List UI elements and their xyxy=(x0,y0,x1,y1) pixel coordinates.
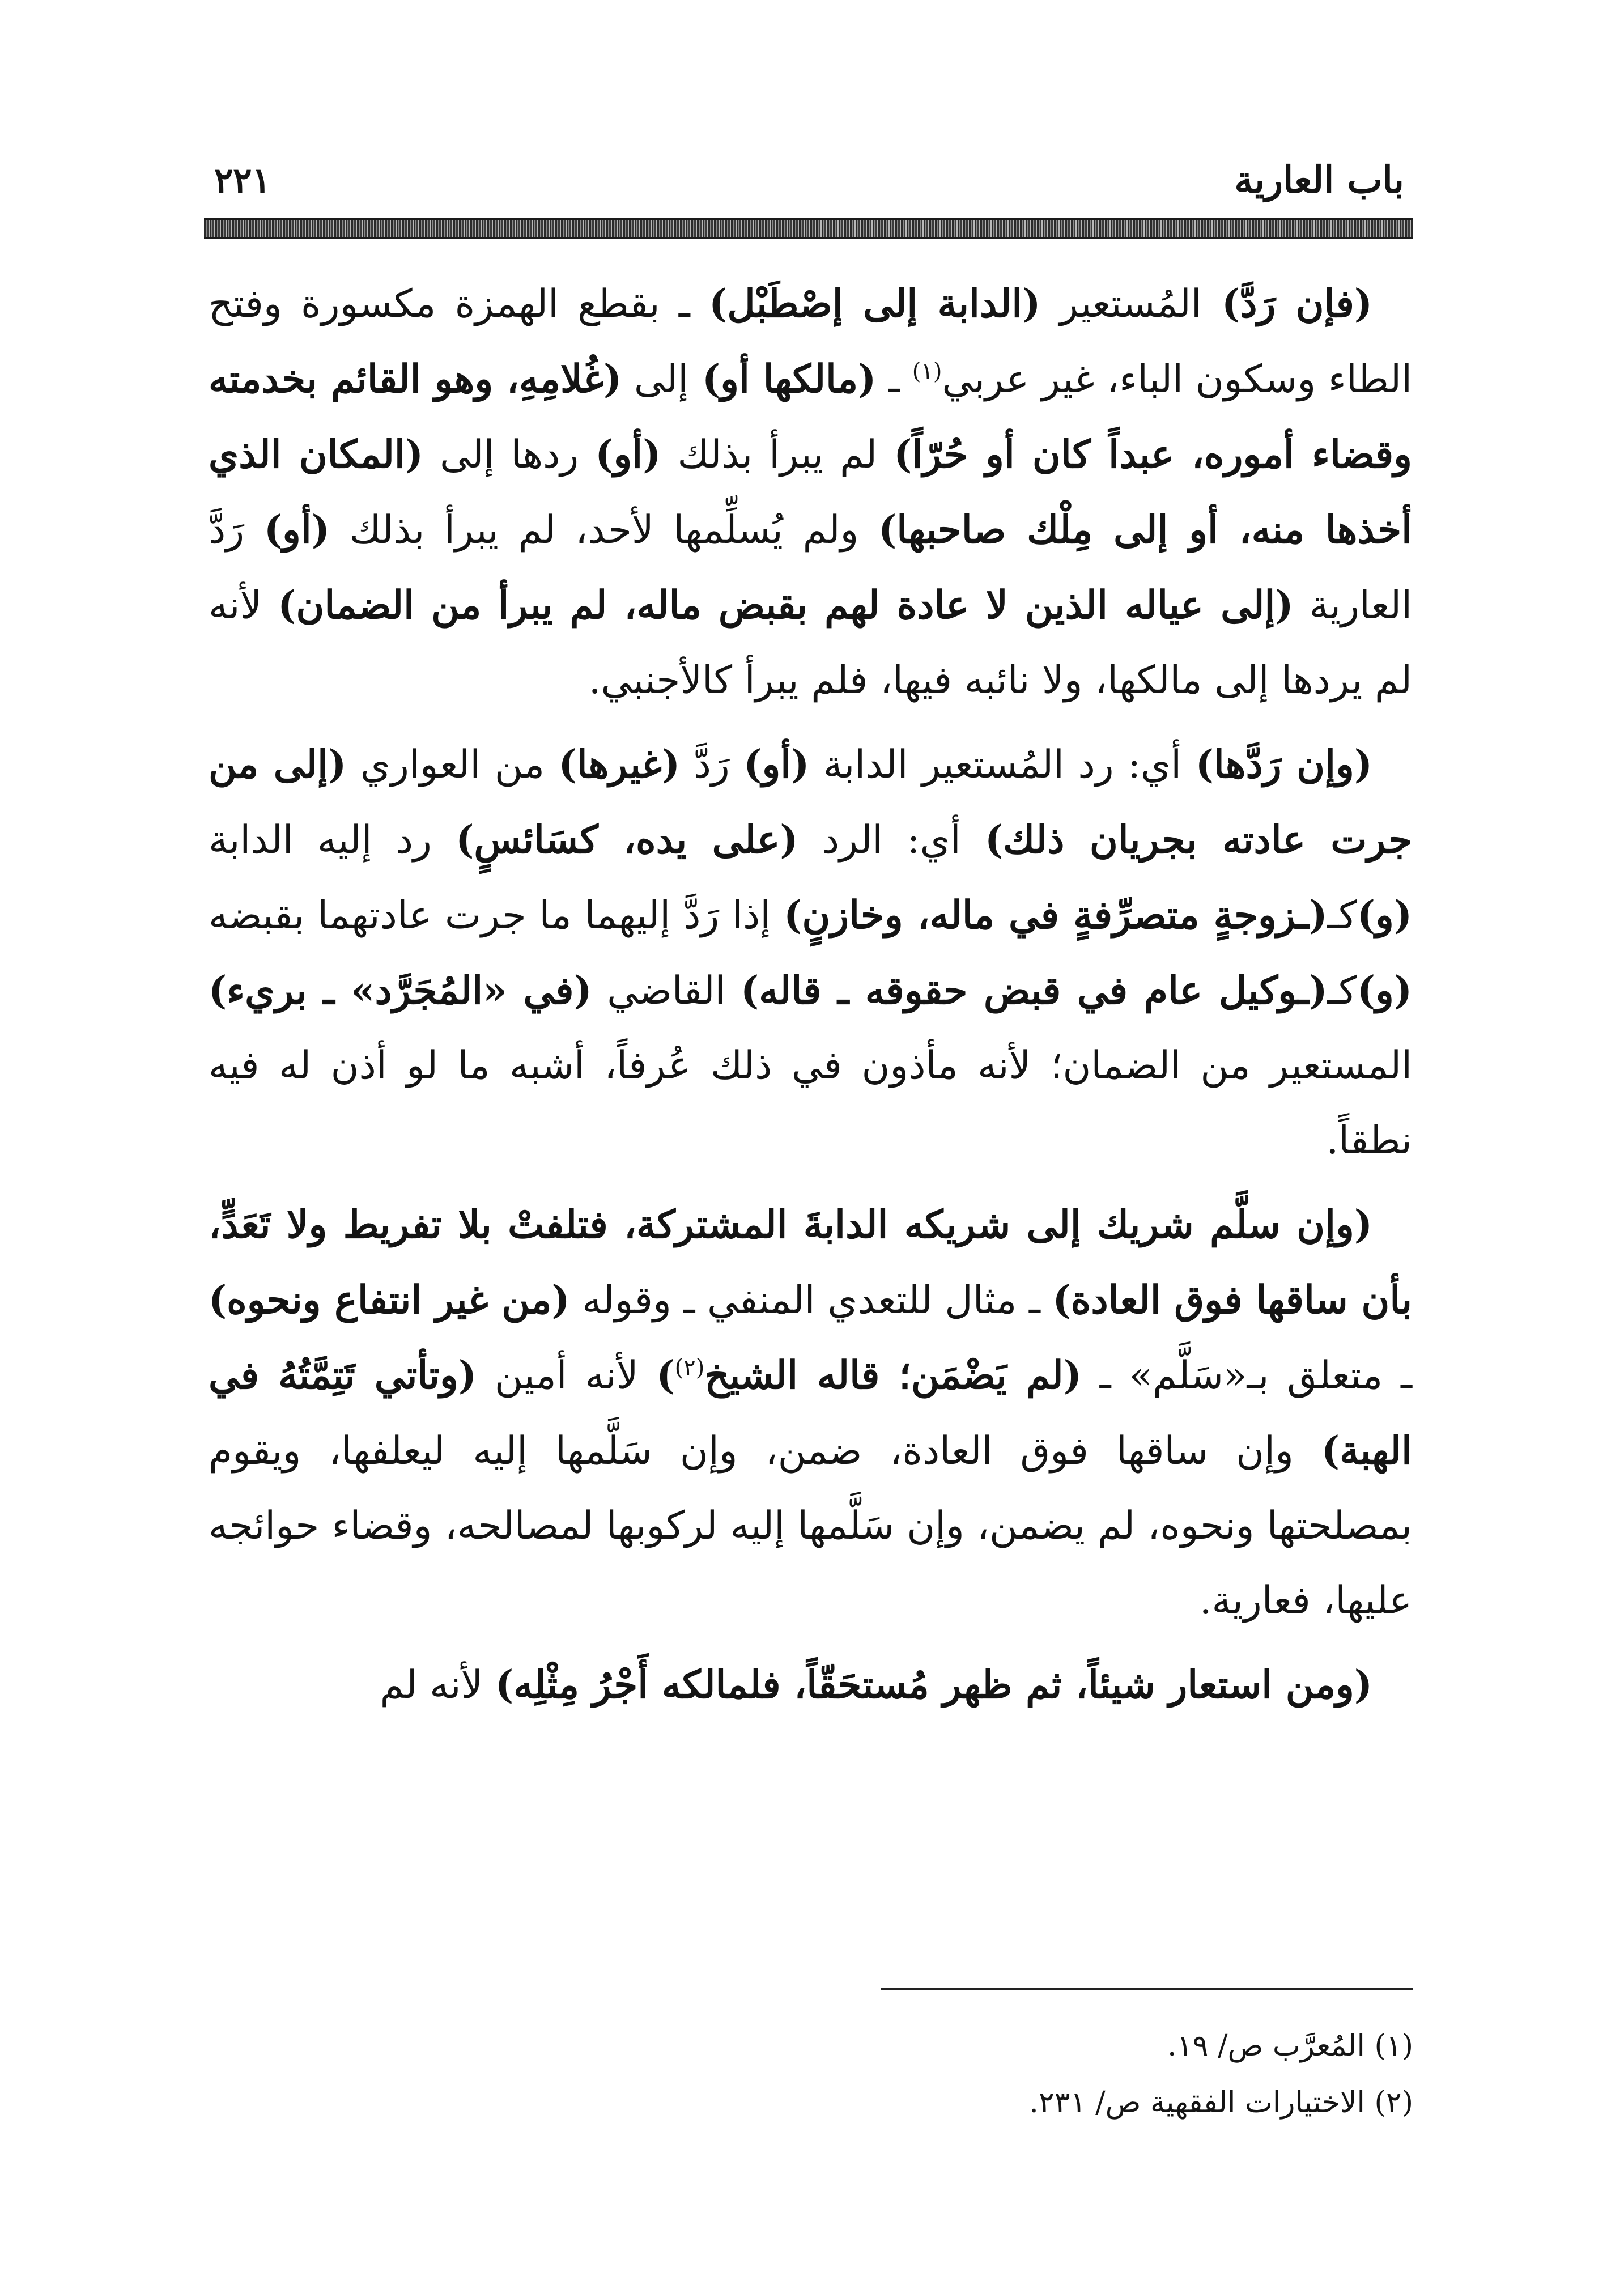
footnote-rule xyxy=(881,1988,1413,1990)
bold-text: ) xyxy=(656,1353,675,1398)
bold-text: (إلى عياله الذين لا عادة لهم بقبض ماله، لم يبرأ من الضمان) xyxy=(278,583,1294,628)
bold-text: (من غير انتفاع ونحوه) xyxy=(209,1277,570,1323)
text-run: من العواري xyxy=(346,742,559,787)
footnote-2: (٢) الاختيارات الفقهية ص/ ٢٣١. xyxy=(1029,2086,1413,2120)
footnotes xyxy=(210,2018,1413,2131)
bold-text: (أو) xyxy=(743,742,810,787)
text-run: ولم يُسلِّمها لأحد، لم يبرأ بذلك xyxy=(329,508,879,553)
bold-text: (لم يَضْمَن؛ قاله الشيخ xyxy=(704,1353,1082,1398)
text-run: ردها إلى xyxy=(423,432,596,477)
bold-text: (المكان الذي أخذها منه، أو إلى مِلْك صاحبها) xyxy=(209,432,1412,553)
text-run: القاضي xyxy=(592,969,741,1013)
bold-text: (في «المُجَرَّد» ـ بريء) xyxy=(209,968,592,1013)
bold-text: (غُلامِهِ، وهو القائم بخدمته وقضاء أموره، عبداً كان أو حُرّاً) xyxy=(209,356,1412,477)
paragraph xyxy=(209,727,1412,1178)
text-run: المُستعير xyxy=(1040,282,1202,326)
text-run: المستعير من الضمان؛ لأنه مأذون في ذلك عُرفاً، أشبه ما لو أذن له فيه نطقاً. xyxy=(209,1043,1412,1163)
text-run: لأنه أمين xyxy=(477,1353,657,1398)
footnote-marker: (١) xyxy=(912,358,942,385)
text-run: لم يبرأ بذلك xyxy=(661,432,894,477)
running-title: باب العارية xyxy=(1234,158,1404,202)
text-run: رَدَّ xyxy=(680,742,744,787)
text-run: لأنه لم xyxy=(380,1663,495,1708)
bold-text: (أو) xyxy=(263,507,330,553)
header-rule xyxy=(204,218,1413,239)
text-run: أي: رد المُستعير الدابة xyxy=(809,742,1196,787)
bold-text: (الدابة إلى إصْطَبْل) xyxy=(709,281,1041,326)
bold-text: (ـزوجةٍ متصرِّفةٍ في ماله، وخازنٍ) xyxy=(784,893,1328,938)
text-run: إلى xyxy=(622,357,689,402)
bold-text: (فإن رَدَّ) xyxy=(1201,281,1372,326)
body-text xyxy=(209,266,1412,1899)
bold-text: (أو) xyxy=(595,432,661,477)
text-run: ـ مثال للتعدي المنفي ـ وقوله xyxy=(569,1278,1053,1323)
text-run: كـ xyxy=(1327,893,1357,938)
bold-text: (على يده، كسَائسٍ) xyxy=(456,817,798,863)
bold-text: (و) xyxy=(1357,968,1412,1013)
bold-text: (ومن استعار شيئاً، ثم ظهر مُستحَقّاً، فلمالكه أَجْرُ مِثْلِه) xyxy=(495,1662,1372,1708)
page-number: ٢٢١ xyxy=(214,160,271,201)
bold-text: (و) xyxy=(1357,893,1412,938)
footnote-1: (١) المُعرَّب ص/ ١٩. xyxy=(1167,2029,1413,2063)
text-run: أي: الرد xyxy=(798,818,985,863)
page-header xyxy=(214,153,1404,215)
paragraph xyxy=(209,266,1412,718)
paragraph xyxy=(209,1647,1412,1723)
text-run: ـ xyxy=(876,357,912,402)
bold-text: (إلى من جرت عادته بجريان ذلك) xyxy=(209,742,1412,863)
bold-text: (ـوكيل عام في قبض حقوقه ـ قاله) xyxy=(741,968,1328,1013)
text-run: ـ متعلق بـ«سَلَّم» ـ xyxy=(1081,1353,1413,1398)
text-run: كـ xyxy=(1327,969,1357,1013)
bold-text: (مالكها أو) xyxy=(688,356,877,402)
text-run: وإن ساقها فوق العادة، ضمن، وإن سَلَّمها إليه ليعلفها، ويقوم بمصلحتها ونحوه، لم يضمن، وإن سَلَّمها إليه لركوبها لمصالحه، وقضاء حوائجه عليها، فعارية. xyxy=(209,1429,1412,1623)
text-run: رَدَّ العارية xyxy=(209,508,1412,628)
text-run: ـ بقطع الهمزة مكسورة وفتح الطاء وسكون الباء، غير عربي xyxy=(209,282,1413,402)
paragraph xyxy=(209,1187,1412,1638)
text-run: إذا رَدَّ إليهما ما جرت عادتهما بقبضه xyxy=(209,893,784,938)
text-run: رد إليه الدابة xyxy=(209,818,456,863)
footnote-marker: (٢) xyxy=(674,1354,705,1381)
bold-text: (وتأتي تَتِمَّتُهُ في الهبة) xyxy=(209,1353,1412,1474)
bold-text: (وإن سلَّم شريك إلى شريكه الدابةَ المشتركة، فتلفتْ بلا تفريط ولا تَعَدٍّ، بأن ساقها فوق العادة) xyxy=(209,1202,1413,1323)
bold-text: (وإن رَدَّها) xyxy=(1195,742,1372,787)
bold-text: (غيرها) xyxy=(558,742,681,787)
text-run: لأنه لم يردها إلى مالكها، ولا نائبه فيها، فلم يبرأ كالأجنبي. xyxy=(209,583,1412,703)
